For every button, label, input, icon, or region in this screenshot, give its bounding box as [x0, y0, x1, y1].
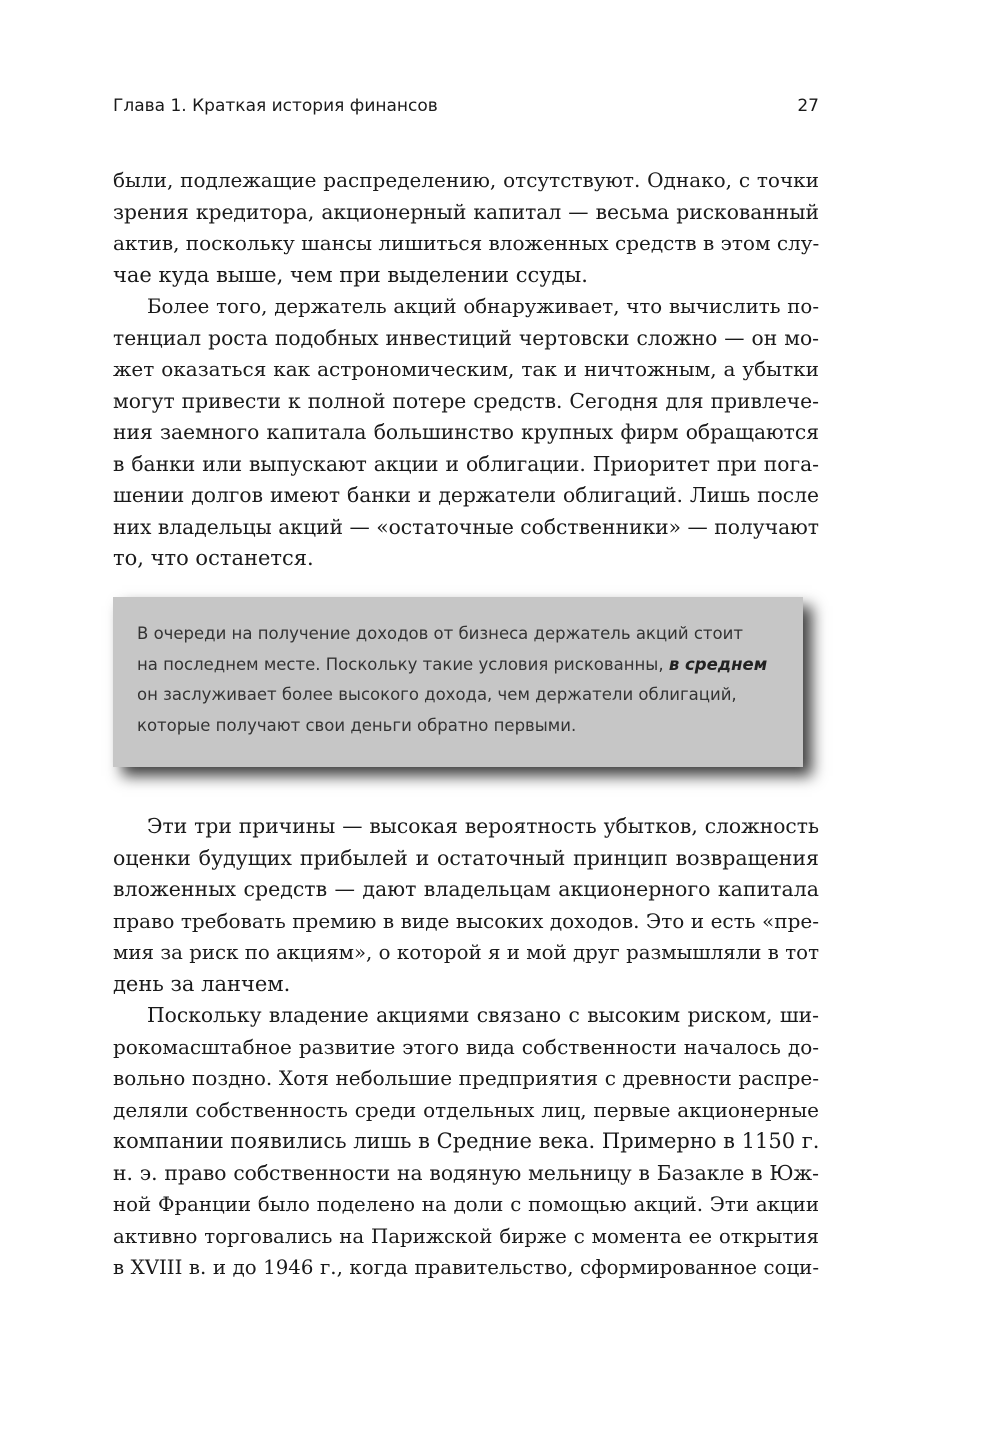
text-line: право требовать премию в виде высоких доходов. Это и есть «пре-	[113, 908, 819, 933]
body-text-top	[113, 165, 819, 575]
chapter-title: Глава 1. Краткая история финансов	[113, 96, 438, 116]
callout-line	[137, 650, 777, 681]
text-line: мия за риск по акциям», о которой я и мой друг размышляли в тот	[113, 941, 819, 964]
text-line: день за ланчем.	[113, 971, 291, 996]
text-line: Более того, держатель акций обнаруживает, что вычислить по-	[147, 295, 819, 318]
text-line: шении долгов имеют банки и держатели облигаций. Лишь после	[113, 483, 819, 507]
text-line: вольно поздно. Хотя небольшие предприятия с древности распре-	[113, 1066, 819, 1090]
text-line: могут привести к полной потере средств. Сегодня для привлече-	[113, 388, 819, 413]
text-line: них владельцы акций — «остаточные собственники» — получают	[113, 514, 819, 539]
text-line: ной Франции было поделено на доли с помощью акций. Эти акции	[113, 1193, 819, 1216]
callout-line: которые получают свои деньги обратно первыми.	[137, 715, 577, 735]
text-line: были, подлежащие распределению, отсутствуют. Однако, с точки	[113, 168, 819, 192]
paragraph	[113, 291, 819, 575]
callout-line: В очереди на получение доходов от бизнеса держатель акций стоит	[137, 624, 743, 643]
callout-text	[137, 619, 777, 741]
text-line: в XVIII в. и до 1946 г., когда правительство, сформированное соци-	[113, 1256, 819, 1279]
page-number: 27	[797, 96, 819, 116]
callout-emphasis: в среднем	[668, 654, 768, 674]
callout-line-part: на последнем месте. Поскольку такие условия рискованны,	[137, 654, 669, 674]
paragraph	[113, 165, 819, 291]
running-header	[113, 92, 819, 122]
text-line: зрения кредитора, акционерный капитал — весьма рискованный	[113, 199, 819, 224]
text-line: Эти три причины — высокая вероятность убытков, сложность	[147, 814, 819, 838]
text-line: актив, поскольку шансы лишиться вложенных средств в этом слу-	[113, 231, 820, 255]
text-line: рокомасштабное развитие этого вида собственности началось до-	[113, 1034, 819, 1059]
text-line: тенциал роста подобных инвестиций чертовски сложно — он мо-	[113, 325, 819, 350]
text-line: то, что останется.	[113, 546, 314, 570]
text-line: н. э. право собственности на водяную мельницу в Базакле в Юж-	[113, 1160, 819, 1185]
text-line: активно торговались на Парижской бирже с момента ее открытия	[113, 1224, 819, 1248]
text-line: оценки будущих прибылей и остаточный принцип возвращения	[113, 845, 819, 870]
text-line: деляли собственность среди отдельных лиц, первые акционерные	[113, 1097, 819, 1122]
text-line: чае куда выше, чем при выделении ссуды.	[113, 262, 588, 287]
paragraph	[113, 811, 819, 1000]
body-text-bottom	[113, 811, 819, 1284]
paragraph	[113, 1000, 819, 1284]
text-line: вложенных средств — дают владельцам акционерного капитала	[113, 877, 819, 901]
text-line: жет оказаться как астрономическим, так и ничтожным, а убытки	[113, 357, 819, 381]
callout-line: он заслуживает более высокого дохода, чем держатели облигаций,	[137, 685, 737, 704]
text-line: ния заемного капитала большинство крупных фирм обращаются	[113, 420, 819, 444]
text-line: компании появились лишь в Средние века. Примерно в 1150 г.	[113, 1129, 820, 1153]
text-line: Поскольку владение акциями связано с высоким риском, ши-	[147, 1003, 819, 1027]
callout-box	[113, 597, 803, 767]
text-line: в банки или выпускают акции и облигации. Приоритет при пога-	[113, 451, 819, 476]
